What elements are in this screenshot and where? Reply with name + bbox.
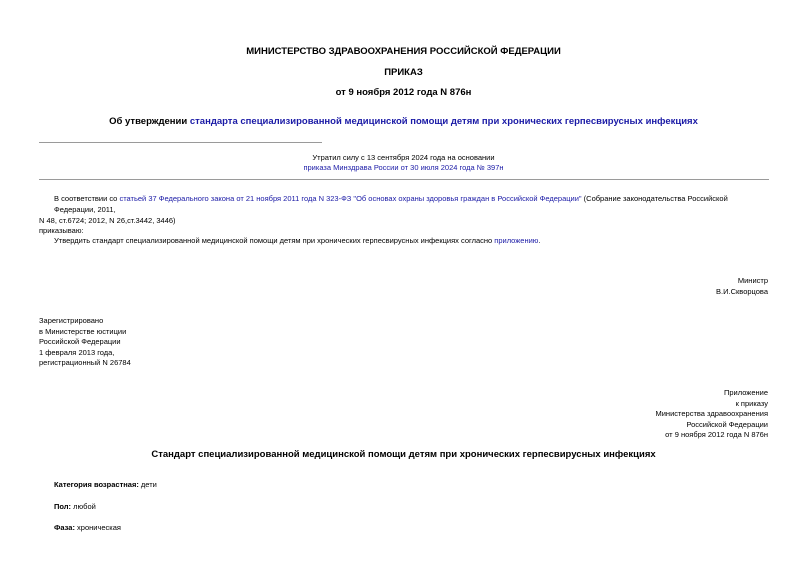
short-divider — [39, 142, 322, 143]
field-phase — [54, 523, 121, 532]
field-label: Пол: — [54, 502, 72, 511]
ministry-heading: МИНИСТЕРСТВО ЗДРАВООХРАНЕНИЯ РОССИЙСКОЙ ФЕДЕРАЦИИ — [246, 46, 561, 57]
field-value: хроническая — [74, 523, 121, 532]
field-label: Категория возрастная: — [54, 480, 139, 489]
law-article-link[interactable]: статьей 37 Федерального закона от 21 ноября 2011 года N 323-ФЗ "Об основах охраны здоровья граждан в Российской Федерации" — [119, 194, 582, 203]
repeal-notice — [0, 153, 807, 173]
approve-paragraph — [54, 235, 769, 246]
field-value: любой — [71, 502, 96, 511]
preamble-suffix: (Собрание законодательства Российской Федерации, 2011, — [54, 194, 728, 214]
preamble-paragraph — [39, 193, 769, 226]
registration-line: регистрационный N 26784 — [39, 358, 131, 367]
field-sex — [54, 502, 96, 511]
registration-line: в Министерстве юстиции — [39, 326, 127, 336]
registration-block — [39, 316, 131, 369]
appendix-ref-line: Российской Федерации — [686, 419, 768, 429]
repeal-order-link[interactable]: приказа Минздрава России от 30 июля 2024 года № 397н — [303, 163, 504, 172]
field-value: дети — [138, 480, 157, 489]
field-label: Фаза: — [54, 523, 75, 532]
signature-position: Министр — [737, 276, 768, 285]
doc-type-heading: ПРИКАЗ — [384, 67, 423, 78]
appendix-ref-line: к приказу — [735, 398, 768, 408]
doc-date-number: от 9 ноября 2012 года N 876н — [335, 87, 472, 98]
standard-link[interactable]: стандарта специализированной медицинской помощи детям при хронических герпесвирусных инфекциях — [189, 116, 698, 127]
doc-title — [0, 116, 807, 127]
registration-line: Зарегистрировано — [39, 316, 104, 325]
appendix-link[interactable]: приложению — [494, 236, 539, 245]
repeal-notice-line: Утратил силу с 13 сентября 2024 года на основании — [312, 153, 495, 162]
registration-line: Российской Федерации — [39, 337, 121, 346]
approve-suffix: . — [538, 236, 541, 245]
order-word: приказываю: — [39, 226, 84, 235]
doc-title-prefix: Об утверждении — [109, 116, 190, 127]
signature-block — [716, 276, 768, 297]
preamble-prefix: В соответствии со — [54, 194, 120, 203]
preamble-line-2: N 48, ст.6724; 2012, N 26,ст.3442, 3446) — [39, 216, 176, 225]
registration-line: 1 февраля 2013 года, — [39, 347, 115, 357]
long-divider — [39, 179, 769, 180]
signature-name: В.И.Скворцова — [716, 286, 768, 296]
appendix-reference — [656, 388, 769, 441]
appendix-ref-line: Министерства здравоохранения — [655, 409, 768, 418]
field-age-category — [54, 480, 157, 489]
appendix-ref-line: от 9 ноября 2012 года N 876н — [665, 430, 768, 439]
preamble-line-1 — [39, 193, 769, 215]
standard-title: Стандарт специализированной медицинской помощи детям при хронических герпесвирусных инфекциях — [151, 449, 656, 460]
appendix-ref-line: Приложение — [724, 388, 768, 397]
approve-text: Утвердить стандарт специализированной медицинской помощи детям при хронических герпесвирусных инфекциях согласно — [54, 236, 495, 245]
